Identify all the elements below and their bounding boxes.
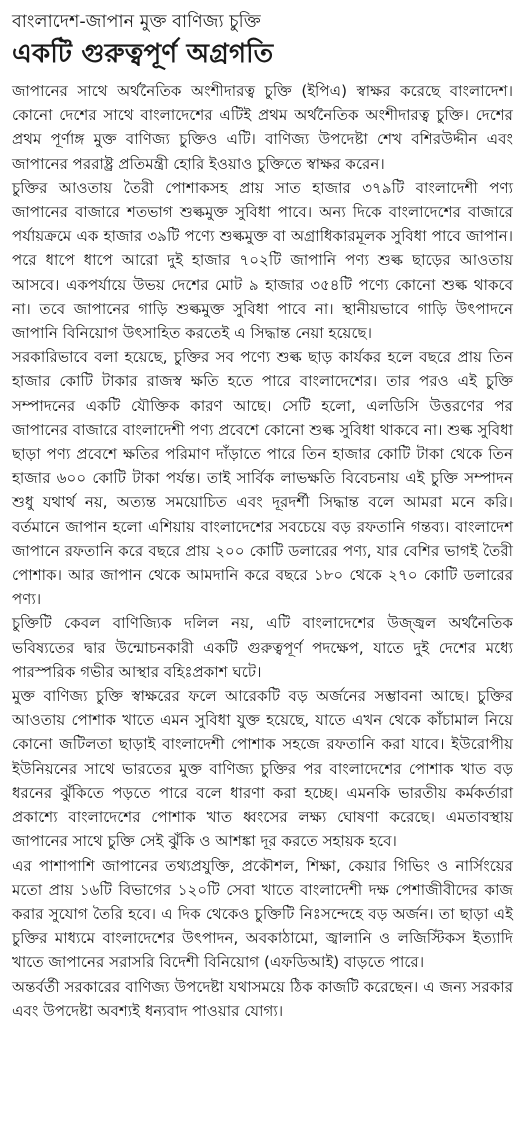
article-headline: একটি গুরুত্বপূর্ণ অগ্রগতি bbox=[12, 39, 274, 69]
article-paragraph: অন্তর্বর্তী সরকারের বাণিজ্য উপদেষ্টা যথাসময়ে ঠিক কাজটি করেছেন। এ জন্য সরকার এবং উপদেষ্টা অবশ্যই ধন্যবাদ পাওয়ার যোগ্য। bbox=[12, 977, 513, 1020]
article-paragraph: চুক্তির আওতায় তৈরী পোশাকসহ প্রায় সাত হাজার ৩৭৯টি বাংলাদেশী পণ্য জাপানের বাজারে শতভাগ শুল্কমুক্ত সুবিধা পাবে। অন্য দিকে বাংলাদেশের বাজারে পর্যায়ক্রমে এক হাজার ৩৯টি পণ্যে শুল্কমুক্ত বা অগ্রাধিকারমূলক সুবিধা পাবে জাপান। পরে ধাপে ধাপে আরো দুই হাজার ৭০২টি জাপানি পণ্য শুল্ক ছাড়ের আওতায় আসবে। একপর্যায়ে উভয় দেশের মোট ৯ হাজার ৩৫৪টি পণ্যে কোনো শুল্ক থাকবে না। তবে জাপানের গাড়ি শুল্কমুক্ত সুবিধা পাবে না। স্থানীয়ভাবে গাড়ি উৎপাদনে জাপানি বিনিয়োগ উৎসাহিত করতেই এ সিদ্ধান্ত নেয়া হয়েছে। bbox=[12, 178, 513, 343]
article-kicker: বাংলাদেশ-জাপান মুক্ত বাণিজ্য চুক্তি bbox=[12, 12, 261, 32]
article-paragraph: জাপানের সাথে অর্থনৈতিক অংশীদারত্ব চুক্তি (ইপিএ) স্বাক্ষর করেছে বাংলাদেশ। কোনো দেশের সাথে বাংলাদেশের এটিই প্রথম অর্থনৈতিক অংশীদারত্ব চুক্তি। দেশের প্রথম পূর্ণাঙ্গ মুক্ত বাণিজ্য চুক্তিও এটি। বাণিজ্য উপদেষ্টা শেখ বশিরউদ্দীন এবং জাপানের পররাষ্ট্র প্রতিমন্ত্রী হোরি ইওয়াও চুক্তিতে স্বাক্ষর করেন। bbox=[12, 82, 513, 173]
article-paragraph: সরকারিভাবে বলা হয়েছে, চুক্তির সব পণ্যে শুল্ক ছাড় কার্যকর হলে বছরে প্রায় তিন হাজার কোটি টাকার রাজস্ব ক্ষতি হতে পারে বাংলাদেশের। তার পরও এই চুক্তি সম্পাদনের একটি যৌক্তিক কারণ আছে। সেটি হলো, এলডিসি উত্তরণের পর জাপানের বাজারে বাংলাদেশী পণ্য প্রবেশে কোনো শুল্ক সুবিধা থাকবে না। শুল্ক সুবিধা ছাড়া পণ্য প্রবেশে ক্ষতির পরিমাণ দাঁড়াতে পারে তিন হাজার কোটি টাকা থেকে তিন হাজার ৬০০ কোটি টাকা পর্যন্ত। তাই সার্বিক লাভক্ষতি বিবেচনায় এই চুক্তি সম্পাদন শুধু যথার্থ নয়, অত্যন্ত সময়োচিত এবং দূরদর্শী সিদ্ধান্ত বলে আমরা মনে করি। বর্তমানে জাপান হলো এশিয়ায় বাংলাদেশের সবচেয়ে বড় রফতানি গন্তব্য। বাংলাদেশ জাপানে রফতানি করে বছরে প্রায় ২০০ কোটি ডলারের পণ্য, যার বেশির ভাগই তৈরী পোশাক। আর জাপান থেকে আমদানি করে বছরে ১৮০ থেকে ২৭০ কোটি ডলারের পণ্য। bbox=[12, 348, 513, 609]
article-paragraph: চুক্তিটি কেবল বাণিজ্যিক দলিল নয়, এটি বাংলাদেশের উজ্জ্বল অর্থনৈতিক ভবিষ্যতের দ্বার উন্মোচনকারী একটি গুরুত্বপূর্ণ পদক্ষেপ, যাতে দুই দেশের মধ্যে পারস্পরিক গভীর আস্থার বহিঃপ্রকাশ ঘটে। bbox=[12, 614, 513, 681]
article-paragraph: এর পাশাপাশি জাপানের তথ্যপ্রযুক্তি, প্রকৌশল, শিক্ষা, কেয়ার গিভিং ও নার্সিংয়ের মতো প্রায় ১৬টি বিভাগের ১২০টি সেবা খাতে বাংলাদেশী দক্ষ পেশাজীবীদের কাজ করার সুযোগ তৈরি হবে। এ দিক থেকেও চুক্তিটি নিঃসন্দেহে বড় অর্জন। তা ছাড়া এই চুক্তির মাধ্যমে বাংলাদেশের উৎপাদন, অবকাঠামো, জ্বালানি ও লজিস্টিকস ইত্যাদি খাতে জাপানের সরাসরি বিদেশী বিনিয়োগ (এফডিআই) বাড়তে পারে। bbox=[12, 856, 513, 972]
article-body bbox=[12, 79, 513, 1023]
article-paragraph: মুক্ত বাণিজ্য চুক্তি স্বাক্ষরের ফলে আরেকটি বড় অর্জনের সম্ভাবনা আছে। চুক্তির আওতায় পোশাক খাতে এমন সুবিধা যুক্ত হয়েছে, যাতে এখন থেকে কাঁচামাল নিয়ে কোনো জটিলতা ছাড়াই বাংলাদেশী পোশাক সহজে রফতানি করা যাবে। ইউরোপীয় ইউনিয়নের সাথে ভারতের মুক্ত বাণিজ্য চুক্তির পর বাংলাদেশের পোশাক খাত বড় ধরনের ঝুঁকিতে পড়তে পারে বলে ধারণা করা হচ্ছে। এমনকি ভারতীয় কর্মকর্তারা প্রকাশ্যে বাংলাদেশের পোশাক খাত ধ্বংসের লক্ষ্য ঘোষণা করেছে। এমতাবস্থায় জাপানের সাথে চুক্তি সেই ঝুঁকি ও আশঙ্কা দূর করতে সহায়ক হবে। bbox=[12, 687, 513, 851]
